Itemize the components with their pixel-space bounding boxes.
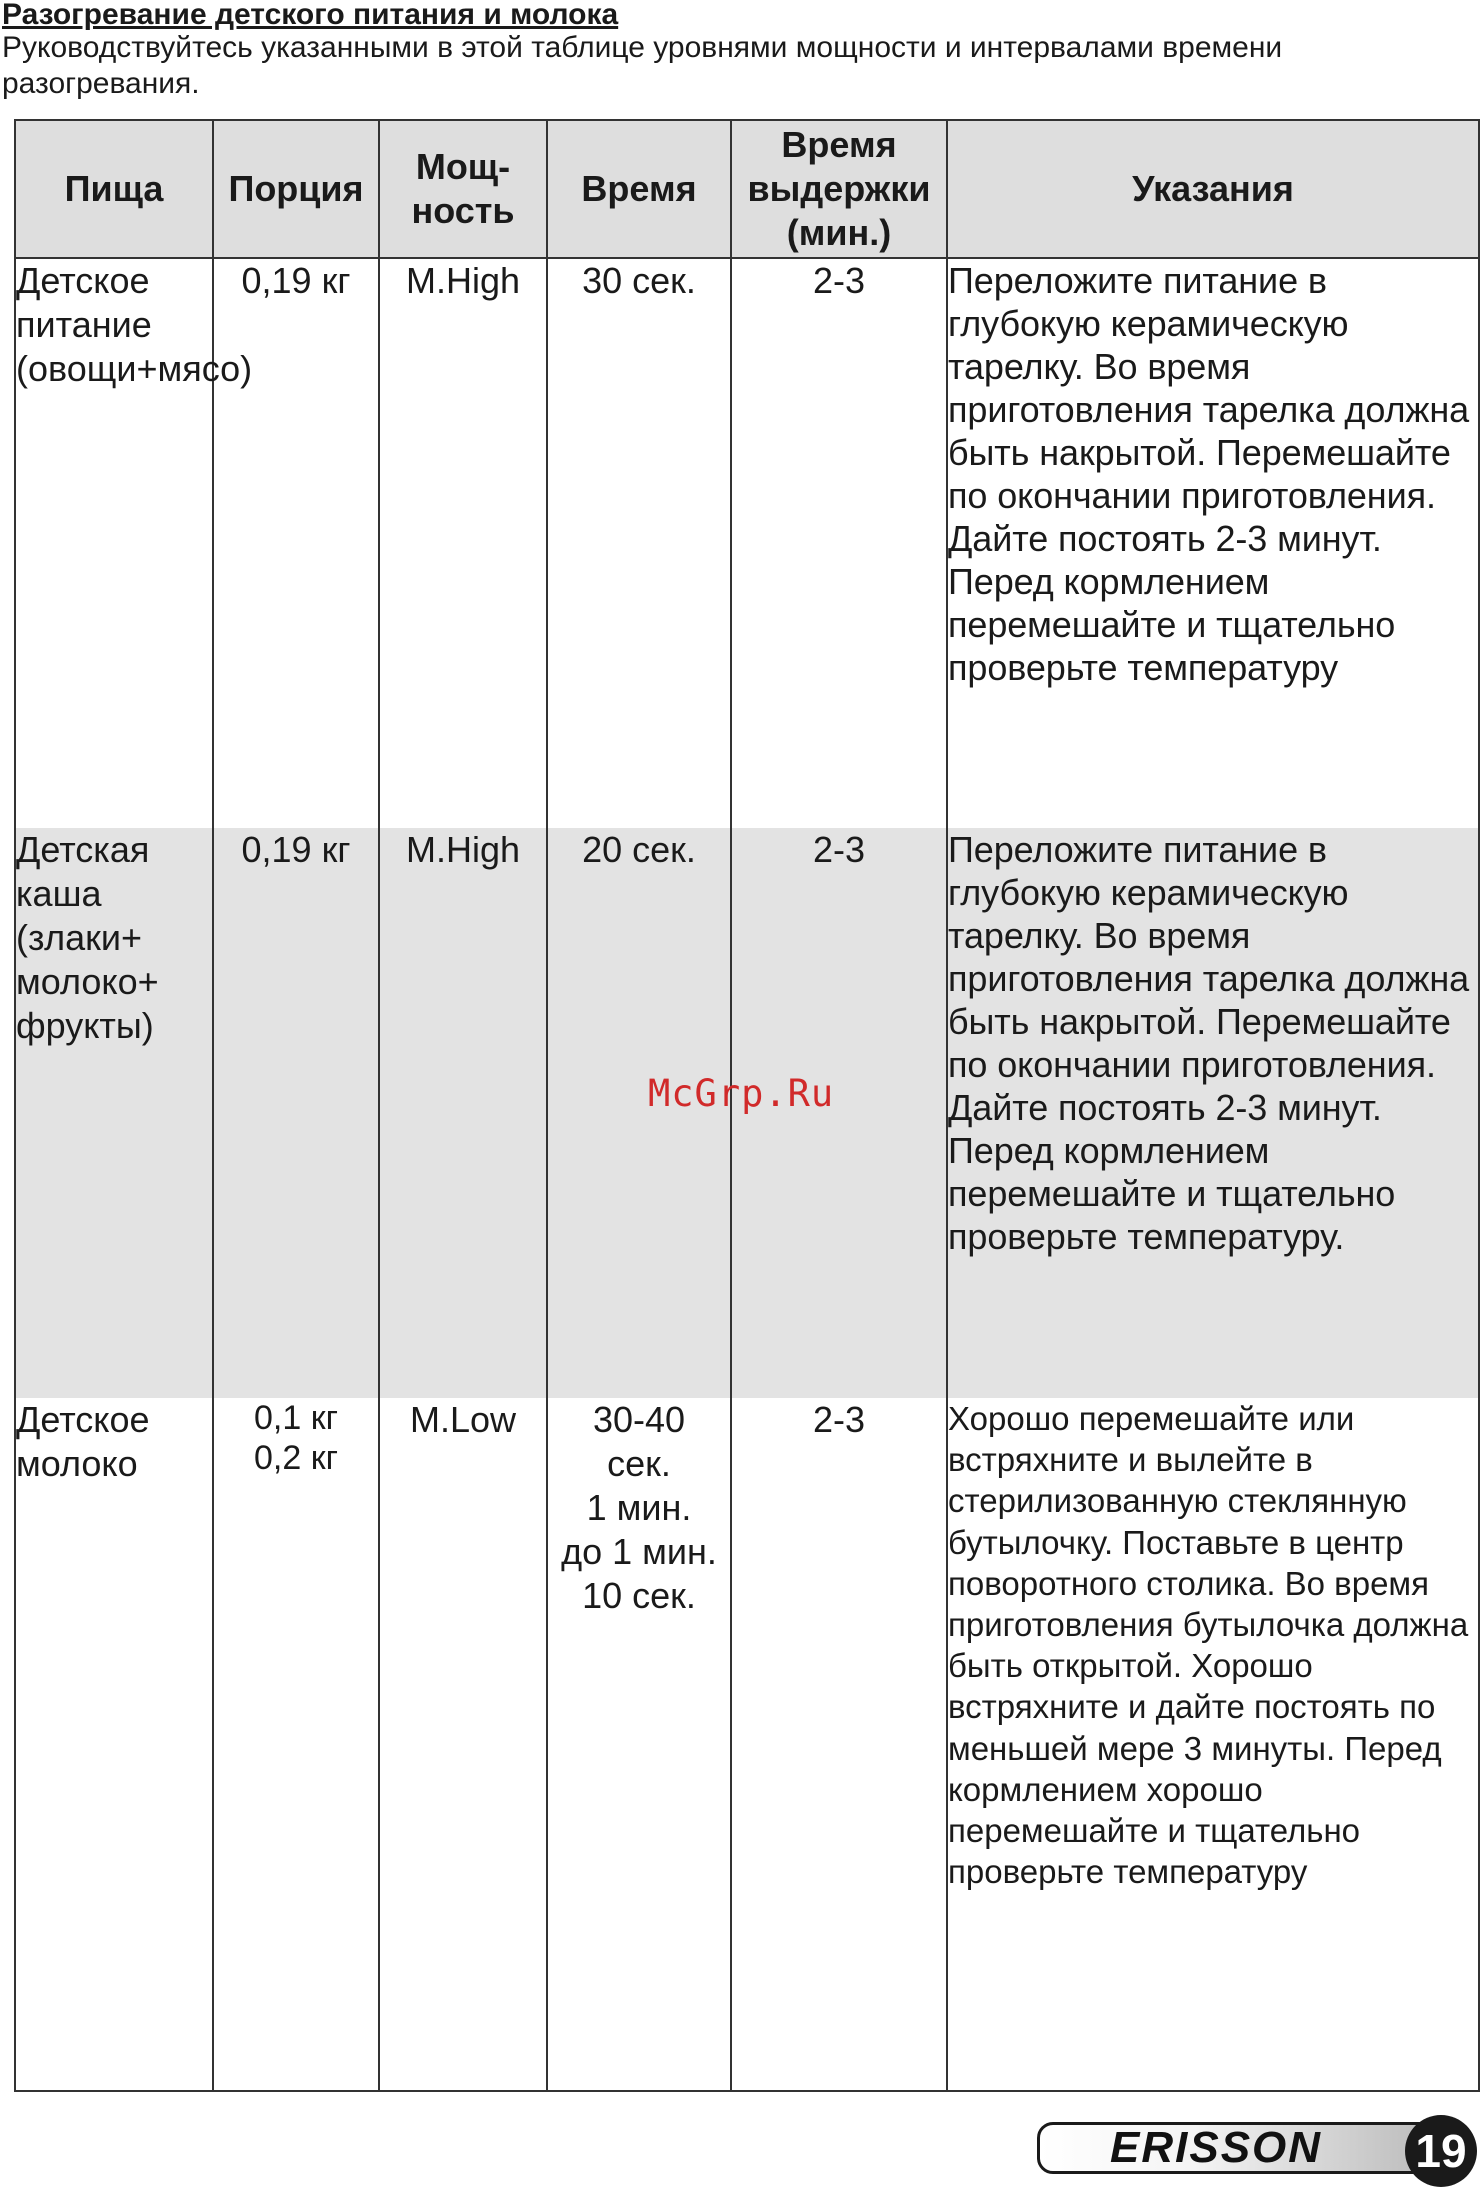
table-header-row [15, 120, 1479, 258]
cell-power: M.High [379, 258, 547, 828]
cell-notes: Переложите питание в глубокую керамическую тарелку. Во время приготовления тарелка должна быть накрытой. Перемешайте по окончании приготовления. Дайте постоять 2-3 минут. Перед кормлением перемешайте и тщательно проверьте температуру. [947, 828, 1479, 1398]
cell-food: Детское молоко [15, 1398, 213, 2091]
cell-time: 30 сек. [547, 258, 731, 828]
cell-notes: Переложите питание в глубокую керамическую тарелку. Во время приготовления тарелка должна быть накрытой. Перемешайте по окончании приготовления. Дайте постоять 2-3 минут. Перед кормлением перемешайте и тщательно проверьте температуру [947, 258, 1479, 828]
cell-time: 20 сек. [547, 828, 731, 1398]
intro-text: Руководствуйтесь указанными в этой таблице уровнями мощности и интервалами времени разогревания. [2, 31, 1283, 100]
column-header-food: Пища [15, 120, 213, 258]
column-header-portion: Порция [213, 120, 379, 258]
column-header-notes: Указания [947, 120, 1479, 258]
cell-standing-time: 2-3 [731, 828, 947, 1398]
cell-food: Детская каша (злаки+ молоко+ фрукты) [15, 828, 213, 1398]
cell-time: 30-40 сек. 1 мин. до 1 мин. 10 сек. [547, 1398, 731, 2091]
column-header-time: Время [547, 120, 731, 258]
cell-portion: 0,19 кг [213, 258, 379, 828]
cell-notes: Хорошо перемешайте или встряхните и вылейте в стерилизованную стеклянную бутылочку. Поставьте в центр поворотного столика. Во время приготовления бутылочка должна быть открытой. Хорошо встряхните и дайте постоять по меньшей мере 3 минуты. Перед кормлением хорошо перемешайте и тщательно проверьте температуру [947, 1398, 1479, 2091]
cell-food: Детское питание (овощи+мясо) [15, 258, 213, 828]
cell-portion: 0,19 кг [213, 828, 379, 1398]
column-header-power: Мощ- ность [379, 120, 547, 258]
cell-standing-time: 2-3 [731, 258, 947, 828]
table-row [15, 258, 1479, 828]
cell-power: M.Low [379, 1398, 547, 2091]
cell-portion: 0,1 кг 0,2 кг [213, 1398, 379, 2091]
cell-power: M.High [379, 828, 547, 1398]
table-row [15, 1398, 1479, 2091]
column-header-standing-time: Время выдержки (мин.) [731, 120, 947, 258]
page-title: Разогревание детского питания и молока [2, 0, 619, 31]
watermark: McGrp.Ru [648, 1072, 835, 1115]
cell-standing-time: 2-3 [731, 1398, 947, 2091]
brand-logo: ERISSON [1110, 2123, 1323, 2172]
page-number: 19 [1405, 2115, 1477, 2187]
